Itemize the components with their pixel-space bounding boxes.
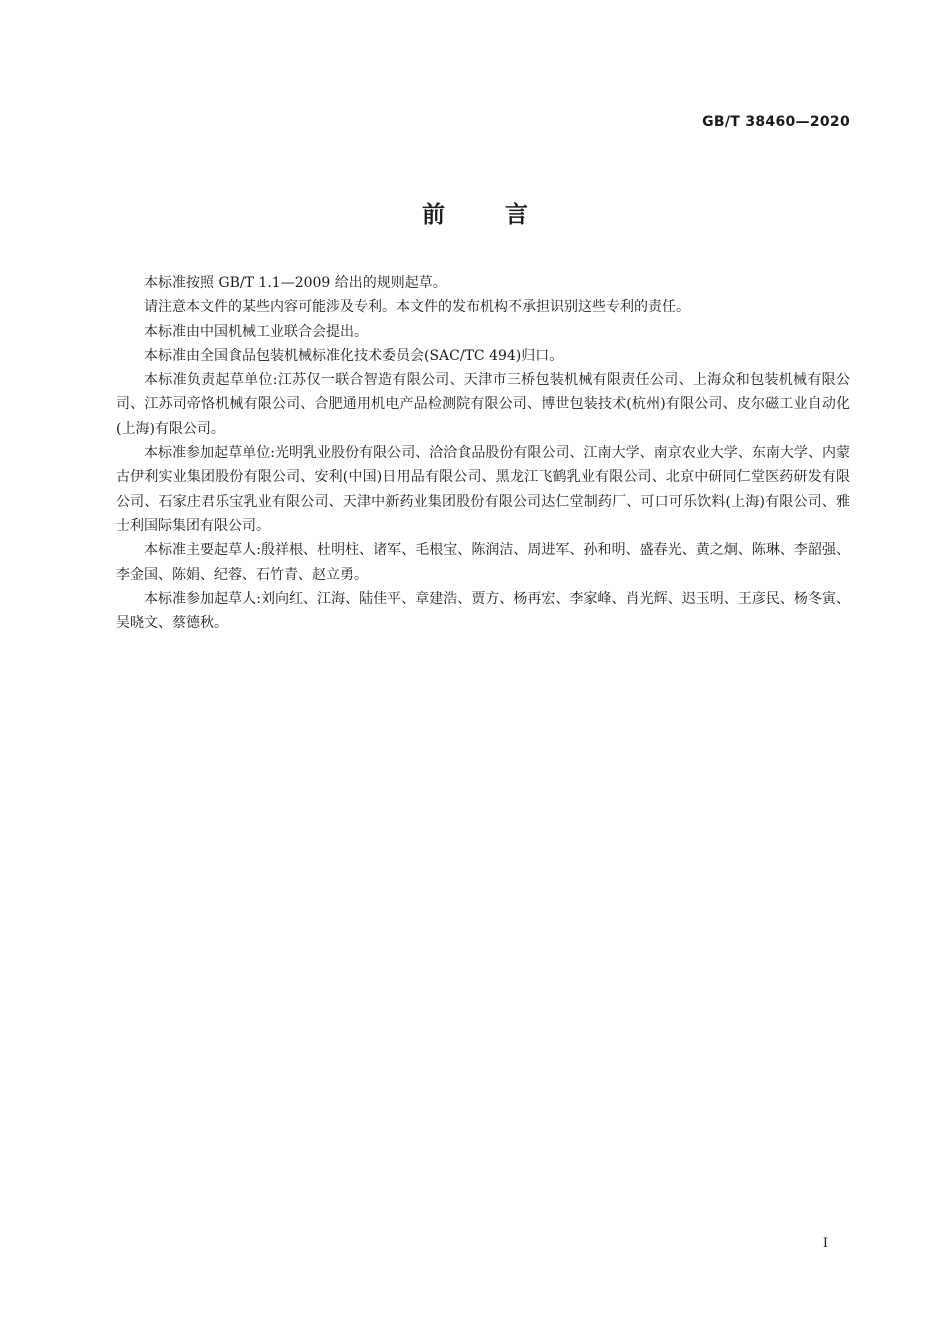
page-title <box>0 196 950 229</box>
paragraph-main-drafters: 本标准主要起草人:殷祥根、杜明柱、诸军、毛根宝、陈润洁、周进军、孙和明、盛春光、黄之炯、陈琳、李韶强、李金国、陈娟、纪蓉、石竹青、赵立勇。 <box>116 542 850 583</box>
paragraph-participating-units: 本标准参加起草单位:光明乳业股份有限公司、洽洽食品股份有限公司、江南大学、南京农业大学、东南大学、内蒙古伊利实业集团股份有限公司、安利(中国)日用品有限公司、黑龙江飞鹤乳业有限公司、北京中研同仁堂医药研发有限公司、石家庄君乐宝乳业有限公司、天津中新药业集团股份有限公司达仁堂制药厂、可口可乐饮料(上海)有限公司、雅士利国际集团有限公司。 <box>116 445 850 534</box>
paragraph-patent-notice: 请注意本文件的某些内容可能涉及专利。本文件的发布机构不承担识别这些专利的责任。 <box>144 299 690 316</box>
page-number: I <box>822 1236 828 1251</box>
title-char-2: 言 <box>505 202 528 228</box>
title-char-1: 前 <box>422 202 445 228</box>
paragraph-participating-drafters: 本标准参加起草人:刘向红、江海、陆佳平、章建浩、贾方、杨再宏、李家峰、肖光辉、迟玉明、王彦民、杨冬寅、吴晓文、蔡德秋。 <box>116 590 850 632</box>
paragraph-lead-drafting-units: 本标准负责起草单位:江苏仅一联合智造有限公司、天津市三桥包装机械有限责任公司、上海众和包装机械有限公司、江苏司帝恪机械有限公司、合肥通用机电产品检测院有限公司、博世包装技术(杭州)有限公司、皮尔磁工业自动化(上海)有限公司。 <box>116 372 850 437</box>
foreword-body <box>116 271 850 635</box>
standard-number: GB/T 38460—2020 <box>702 114 850 130</box>
paragraph-drafting-rules: 本标准按照 GB/T 1.1—2009 给出的规则起草。 <box>144 275 447 291</box>
paragraph-proposer: 本标准由中国机械工业联合会提出。 <box>144 323 368 340</box>
paragraph-technical-committee: 本标准由全国食品包装机械标准化技术委员会(SAC/TC 494)归口。 <box>144 347 564 364</box>
